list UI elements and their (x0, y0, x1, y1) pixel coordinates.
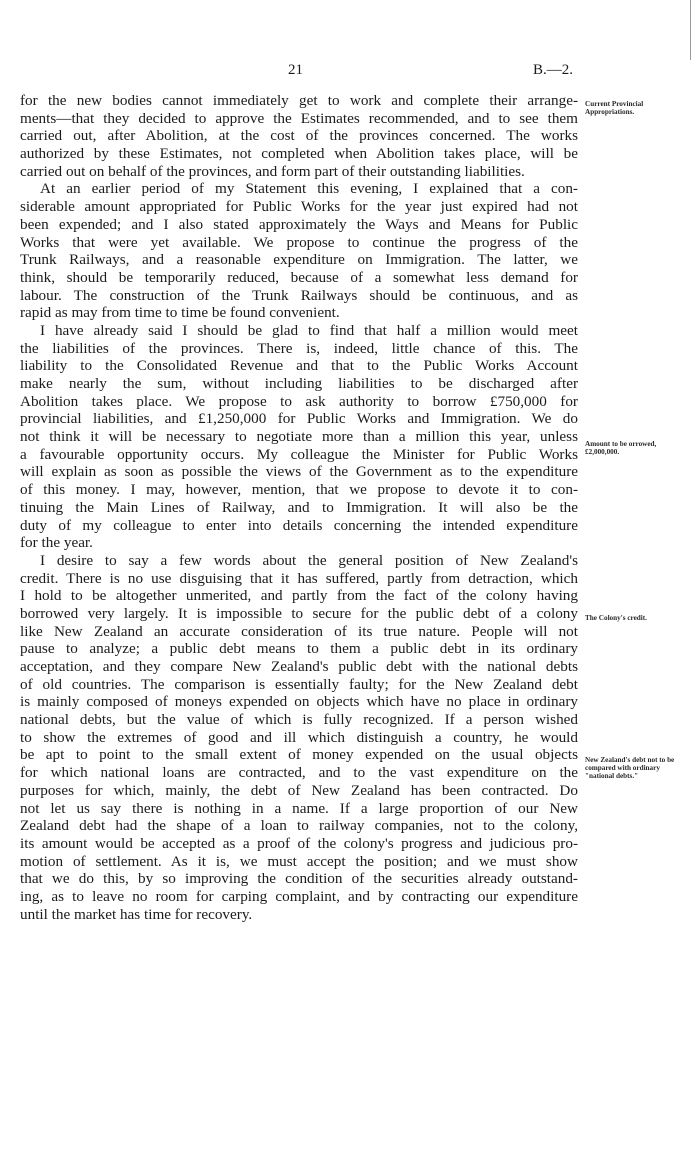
text-line: like New Zealand an accurate consideration of its true nature. People will not (20, 622, 578, 640)
body-text (20, 92, 578, 923)
page-number: 21 (288, 62, 303, 78)
text-line: credit. There is no use disguising that it has suffered, partly from detraction, which (20, 569, 578, 587)
text-line: to show the extremes of good and ill which distinguish a country, he would (20, 728, 578, 746)
text-line: a favourable opportunity occurs. My colleague the Minister for Public Works (20, 445, 578, 463)
text-line: been expended; and I also stated approximately the Ways and Means for Public (20, 215, 578, 233)
text-line: provincial liabilities, and £1,250,000 for Public Works and Immigration. We do (20, 410, 578, 428)
text-line: I have already said I should be glad to find that half a million would meet (40, 321, 578, 339)
text-line: Works that were yet available. We propose to continue the progress of the (20, 233, 578, 251)
text-line: I desire to say a few words about the general position of New Zealand's (40, 551, 578, 569)
text-line: borrowed very largely. It is impossible to secure for the public debt of a colony (20, 604, 578, 622)
text-line: ments—that they decided to approve the Estimates recommended, and to see them (20, 109, 578, 127)
text-line: labour. The construction of the Trunk Railways should be continuous, and as (20, 286, 578, 304)
text-line: acceptation, and they compare New Zealand's public debt with the national debts (20, 658, 578, 675)
text-line: its amount would be accepted as a proof of the colony's progress and judicious pro- (20, 834, 578, 852)
text-line: purposes for which, mainly, the debt of New Zealand has been contracted. Do (20, 781, 578, 799)
text-line: for which national loans are contracted, and to the vast expenditure on the (20, 764, 578, 782)
text-line: authorized by these Estimates, not completed when Abolition takes place, will be (20, 145, 578, 163)
paragraph-2 (20, 180, 578, 322)
text-line: think, should be temporarily reduced, because of a somewhat less demand for (20, 268, 578, 286)
margin-note-new-zealand-debt: New Zealand's debt not to be compared with ordinary "national debts." (585, 756, 675, 780)
text-line: duty of my colleague to enter into details concerning the intended expenditure (20, 516, 578, 534)
text-line: liability to the Consolidated Revenue and that to the Public Works Account (20, 357, 578, 375)
text-line: At an earlier period of my Statement this evening, I explained that a con- (40, 180, 578, 198)
text-line: siderable amount appropriated for Public Works for the year just expired had not (20, 198, 578, 216)
paragraph-4 (20, 552, 578, 923)
text-line: Zealand debt had the shape of a loan to railway companies, not to the colony, (20, 817, 578, 835)
text-line: ing, as to leave no room for carping complaint, and by contracting our expenditure (20, 887, 578, 905)
text-line: national debts, but the value of which is fully recognized. If a person wished (20, 711, 578, 729)
text-line: will explain as soon as possible the views of the Government as to the expenditure (20, 463, 578, 481)
text-line: rapid as may from time to time be found convenient. (20, 304, 340, 322)
margin-note-amount-borrowed: Amount to be orrowed, £2,000,000. (585, 440, 657, 456)
margin-note-provincial-appropriations: Current Provincial Appropriations. (585, 100, 644, 116)
text-line: make nearly the sum, without including liabilities to be discharged after (20, 375, 578, 392)
text-line: be apt to point to the small extent of money expended on the usual objects (20, 746, 578, 764)
text-line: Trunk Railways, and a reasonable expenditure on Immigration. The latter, we (20, 251, 578, 269)
text-line: carried out on behalf of the provinces, and form part of their outstanding liabilities. (20, 162, 525, 180)
paragraph-3 (20, 322, 578, 552)
text-line: is mainly composed of moneys expended on objects which have no place in ordinary (20, 693, 578, 711)
text-line: not let us say there is nothing in a name. If a large proportion of our New (20, 799, 578, 817)
text-line: until the market has time for recovery. (20, 905, 253, 923)
paragraph-1 (20, 92, 578, 180)
text-line: the liabilities of the provinces. There is, indeed, little chance of this. The (20, 339, 578, 357)
text-line: for the year. (20, 534, 93, 552)
margin-note-colony-credit: The Colony's credit. (585, 614, 647, 622)
text-line: for the new bodies cannot immediately get to work and complete their arrange- (20, 92, 578, 109)
text-line: of old countries. The comparison is essentially faulty; for the New Zealand debt (20, 675, 578, 693)
page-edge-line (690, 0, 691, 60)
text-line: carried out, after Abolition, at the cost of the provinces concerned. The works (20, 127, 578, 145)
text-line: pause to analyze; a public debt means to them a public debt in its ordinary (20, 640, 578, 658)
text-line: motion of settlement. As it is, we must accept the position; and we must show (20, 852, 578, 870)
text-line: that we do this, by so improving the condition of the securities already outstand- (20, 870, 578, 888)
document-code: B.—2. (533, 62, 574, 78)
text-line: of this money. I may, however, mention, that we propose to devote it to con- (20, 481, 578, 499)
text-line: I hold to be altogether unmerited, and partly from the fact of the colony having (20, 587, 578, 605)
text-line: Abolition takes place. We propose to ask authority to borrow £750,000 for (20, 392, 578, 410)
text-line: not think it will be necessary to negotiate more than a million this year, unless (20, 428, 578, 446)
text-line: tinuing the Main Lines of Railway, and to Immigration. It will also be the (20, 498, 578, 516)
